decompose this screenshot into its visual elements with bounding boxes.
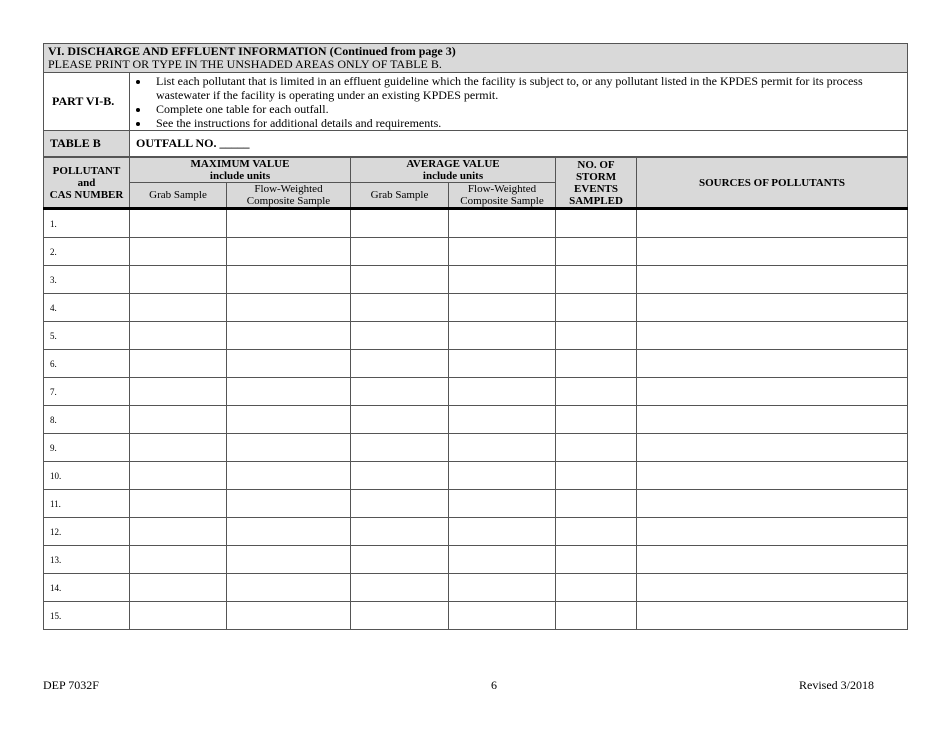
row-number[interactable]: 2. bbox=[44, 238, 130, 266]
sources-cell[interactable] bbox=[637, 294, 908, 322]
avg-grab-cell[interactable] bbox=[351, 574, 449, 602]
max-grab-cell[interactable] bbox=[130, 490, 227, 518]
sources-cell[interactable] bbox=[637, 490, 908, 518]
table-row bbox=[44, 266, 908, 294]
avg-flow-weighted-cell[interactable] bbox=[449, 350, 556, 378]
sources-cell[interactable] bbox=[637, 378, 908, 406]
max-grab-cell[interactable] bbox=[130, 266, 227, 294]
max-flow-weighted-cell[interactable] bbox=[227, 602, 351, 630]
max-grab-cell[interactable] bbox=[130, 294, 227, 322]
form-id: DEP 7032F bbox=[43, 678, 99, 692]
table-row bbox=[44, 490, 908, 518]
table-row bbox=[44, 518, 908, 546]
part-label: PART VI-B. bbox=[44, 73, 130, 131]
sources-cell[interactable] bbox=[637, 434, 908, 462]
storm-events-cell[interactable] bbox=[556, 546, 637, 574]
max-flow-weighted-cell[interactable] bbox=[227, 378, 351, 406]
storm-header-line: NO. OF bbox=[577, 158, 615, 171]
storm-events-header bbox=[556, 158, 637, 209]
avg-grab-cell[interactable] bbox=[351, 406, 449, 434]
average-value-header bbox=[351, 158, 556, 183]
table-row bbox=[44, 406, 908, 434]
table-row bbox=[44, 209, 908, 238]
max-flow-weighted-cell[interactable] bbox=[227, 209, 351, 238]
max-flow-weighted-cell[interactable] bbox=[227, 238, 351, 266]
avg-flow-weighted-cell[interactable] bbox=[449, 406, 556, 434]
maximum-value-header bbox=[130, 158, 351, 183]
avg-grab-cell[interactable] bbox=[351, 434, 449, 462]
avg-grab-cell[interactable] bbox=[351, 350, 449, 378]
sources-cell[interactable] bbox=[637, 209, 908, 238]
avg-grab-cell[interactable] bbox=[351, 378, 449, 406]
storm-events-cell[interactable] bbox=[556, 266, 637, 294]
avg-flow-weighted-cell[interactable] bbox=[449, 434, 556, 462]
sources-cell[interactable] bbox=[637, 322, 908, 350]
avg-flow-weighted-header bbox=[449, 183, 556, 209]
max-grab-cell[interactable] bbox=[130, 322, 227, 350]
max-flow-weighted-cell[interactable] bbox=[227, 518, 351, 546]
storm-events-cell[interactable] bbox=[556, 574, 637, 602]
avg-flow-weighted-cell[interactable] bbox=[449, 518, 556, 546]
flow-weighted-line: Flow-Weighted bbox=[254, 183, 323, 195]
instruction-item: • Complete one table for each outfall. bbox=[150, 102, 907, 116]
table-row bbox=[44, 350, 908, 378]
max-grab-sample-header: Grab Sample bbox=[130, 183, 227, 209]
part-instructions bbox=[130, 73, 908, 131]
sources-cell[interactable] bbox=[637, 266, 908, 294]
section-subtitle: PLEASE PRINT OR TYPE IN THE UNSHADED AREAS ONLY OF TABLE B. bbox=[48, 57, 442, 71]
table-row bbox=[44, 574, 908, 602]
max-grab-cell[interactable] bbox=[130, 209, 227, 238]
pollutant-header-line: POLLUTANT bbox=[52, 164, 121, 177]
max-flow-weighted-cell[interactable] bbox=[227, 462, 351, 490]
max-grab-cell[interactable] bbox=[130, 378, 227, 406]
max-grab-cell[interactable] bbox=[130, 518, 227, 546]
row-number[interactable]: 10. bbox=[44, 462, 130, 490]
avg-grab-sample-header: Grab Sample bbox=[351, 183, 449, 209]
instruction-item: • See the instructions for additional details and requirements. bbox=[150, 116, 907, 130]
avg-flow-weighted-cell[interactable] bbox=[449, 574, 556, 602]
section-header bbox=[44, 44, 908, 73]
avg-flow-weighted-cell[interactable] bbox=[449, 462, 556, 490]
outfall-number-field[interactable]: OUTFALL NO. _____ bbox=[130, 131, 908, 157]
row-number[interactable]: 3. bbox=[44, 266, 130, 294]
avg-flow-weighted-cell[interactable] bbox=[449, 294, 556, 322]
flow-weighted-line: Composite Sample bbox=[246, 195, 331, 207]
max-grab-cell[interactable] bbox=[130, 238, 227, 266]
avg-grab-cell[interactable] bbox=[351, 209, 449, 238]
pollutant-column-header bbox=[44, 158, 130, 209]
storm-events-cell[interactable] bbox=[556, 434, 637, 462]
page-number: 6 bbox=[491, 678, 497, 692]
storm-events-cell[interactable] bbox=[556, 518, 637, 546]
table-row bbox=[44, 434, 908, 462]
storm-header-line: STORM bbox=[575, 170, 617, 183]
storm-events-cell[interactable] bbox=[556, 322, 637, 350]
row-number[interactable]: 11. bbox=[44, 490, 130, 518]
storm-events-cell[interactable] bbox=[556, 350, 637, 378]
avg-value-label: AVERAGE VALUE bbox=[406, 158, 500, 170]
storm-header-line: SAMPLED bbox=[569, 194, 623, 207]
avg-flow-weighted-cell[interactable] bbox=[449, 490, 556, 518]
storm-events-cell[interactable] bbox=[556, 462, 637, 490]
sources-cell[interactable] bbox=[637, 462, 908, 490]
sources-cell[interactable] bbox=[637, 574, 908, 602]
avg-flow-weighted-cell[interactable] bbox=[449, 546, 556, 574]
max-flow-weighted-cell[interactable] bbox=[227, 322, 351, 350]
row-number[interactable]: 4. bbox=[44, 294, 130, 322]
storm-events-cell[interactable] bbox=[556, 378, 637, 406]
discharge-effluent-form bbox=[43, 43, 906, 630]
avg-flow-weighted-cell[interactable] bbox=[449, 378, 556, 406]
max-flow-weighted-cell[interactable] bbox=[227, 406, 351, 434]
avg-flow-weighted-cell[interactable] bbox=[449, 602, 556, 630]
max-flow-weighted-cell[interactable] bbox=[227, 266, 351, 294]
storm-events-cell[interactable] bbox=[556, 209, 637, 238]
table-row bbox=[44, 602, 908, 630]
max-flow-weighted-cell[interactable] bbox=[227, 546, 351, 574]
row-number[interactable]: 5. bbox=[44, 322, 130, 350]
avg-grab-cell[interactable] bbox=[351, 238, 449, 266]
avg-flow-weighted-cell[interactable] bbox=[449, 322, 556, 350]
sources-cell[interactable] bbox=[637, 238, 908, 266]
pollutant-table bbox=[43, 157, 908, 630]
row-number[interactable]: 6. bbox=[44, 350, 130, 378]
pollutant-rows bbox=[44, 209, 908, 630]
max-grab-cell[interactable] bbox=[130, 406, 227, 434]
avg-grab-cell[interactable] bbox=[351, 602, 449, 630]
max-grab-cell[interactable] bbox=[130, 546, 227, 574]
storm-events-cell[interactable] bbox=[556, 602, 637, 630]
sources-cell[interactable] bbox=[637, 546, 908, 574]
row-number[interactable]: 12. bbox=[44, 518, 130, 546]
table-row bbox=[44, 238, 908, 266]
header-table bbox=[43, 43, 908, 157]
sources-cell[interactable] bbox=[637, 406, 908, 434]
sources-cell[interactable] bbox=[637, 602, 908, 630]
storm-header-line: EVENTS bbox=[574, 182, 619, 195]
storm-events-cell[interactable] bbox=[556, 490, 637, 518]
avg-flow-weighted-cell[interactable] bbox=[449, 266, 556, 294]
avg-grab-cell[interactable] bbox=[351, 490, 449, 518]
table-row bbox=[44, 294, 908, 322]
row-number[interactable]: 13. bbox=[44, 546, 130, 574]
max-grab-cell[interactable] bbox=[130, 602, 227, 630]
max-flow-weighted-header bbox=[227, 183, 351, 209]
instruction-item: • List each pollutant that is limited in an effluent guideline which the facility is subject to, or any pollutant listed in the KPDES permit for its process wastewater if the facility is operating under an existing KPDES permit. bbox=[150, 74, 907, 102]
avg-grab-cell[interactable] bbox=[351, 518, 449, 546]
avg-grab-cell[interactable] bbox=[351, 546, 449, 574]
avg-flow-weighted-cell[interactable] bbox=[449, 238, 556, 266]
storm-events-cell[interactable] bbox=[556, 406, 637, 434]
max-grab-cell[interactable] bbox=[130, 462, 227, 490]
pollutant-header-line: and bbox=[77, 176, 96, 189]
section-title: VI. DISCHARGE AND EFFLUENT INFORMATION (Continued from page 3) bbox=[48, 44, 456, 58]
max-grab-cell[interactable] bbox=[130, 574, 227, 602]
storm-events-cell[interactable] bbox=[556, 238, 637, 266]
max-flow-weighted-cell[interactable] bbox=[227, 350, 351, 378]
pollutant-header-line: CAS NUMBER bbox=[49, 188, 124, 201]
max-units-label: include units bbox=[209, 170, 271, 182]
table-row bbox=[44, 546, 908, 574]
row-number[interactable]: 8. bbox=[44, 406, 130, 434]
max-grab-cell[interactable] bbox=[130, 350, 227, 378]
max-grab-cell[interactable] bbox=[130, 434, 227, 462]
table-row bbox=[44, 322, 908, 350]
flow-weighted-line: Flow-Weighted bbox=[467, 183, 537, 195]
avg-grab-cell[interactable] bbox=[351, 462, 449, 490]
row-number[interactable]: 14. bbox=[44, 574, 130, 602]
revision-date: Revised 3/2018 bbox=[799, 678, 874, 692]
avg-flow-weighted-cell[interactable] bbox=[449, 209, 556, 238]
avg-grab-cell[interactable] bbox=[351, 322, 449, 350]
avg-grab-cell[interactable] bbox=[351, 294, 449, 322]
table-row bbox=[44, 462, 908, 490]
flow-weighted-line: Composite Sample bbox=[460, 195, 544, 207]
row-number[interactable]: 7. bbox=[44, 378, 130, 406]
sources-cell[interactable] bbox=[637, 350, 908, 378]
table-b-label: TABLE B bbox=[44, 131, 130, 157]
max-flow-weighted-cell[interactable] bbox=[227, 490, 351, 518]
row-number[interactable]: 15. bbox=[44, 602, 130, 630]
row-number[interactable]: 9. bbox=[44, 434, 130, 462]
sources-header: SOURCES OF POLLUTANTS bbox=[637, 158, 908, 209]
avg-units-label: include units bbox=[422, 170, 484, 182]
sources-cell[interactable] bbox=[637, 518, 908, 546]
avg-grab-cell[interactable] bbox=[351, 266, 449, 294]
storm-events-cell[interactable] bbox=[556, 294, 637, 322]
max-value-label: MAXIMUM VALUE bbox=[190, 158, 290, 170]
max-flow-weighted-cell[interactable] bbox=[227, 294, 351, 322]
max-flow-weighted-cell[interactable] bbox=[227, 434, 351, 462]
table-row bbox=[44, 378, 908, 406]
instruction-list bbox=[130, 74, 907, 130]
max-flow-weighted-cell[interactable] bbox=[227, 574, 351, 602]
row-number[interactable]: 1. bbox=[44, 209, 130, 238]
